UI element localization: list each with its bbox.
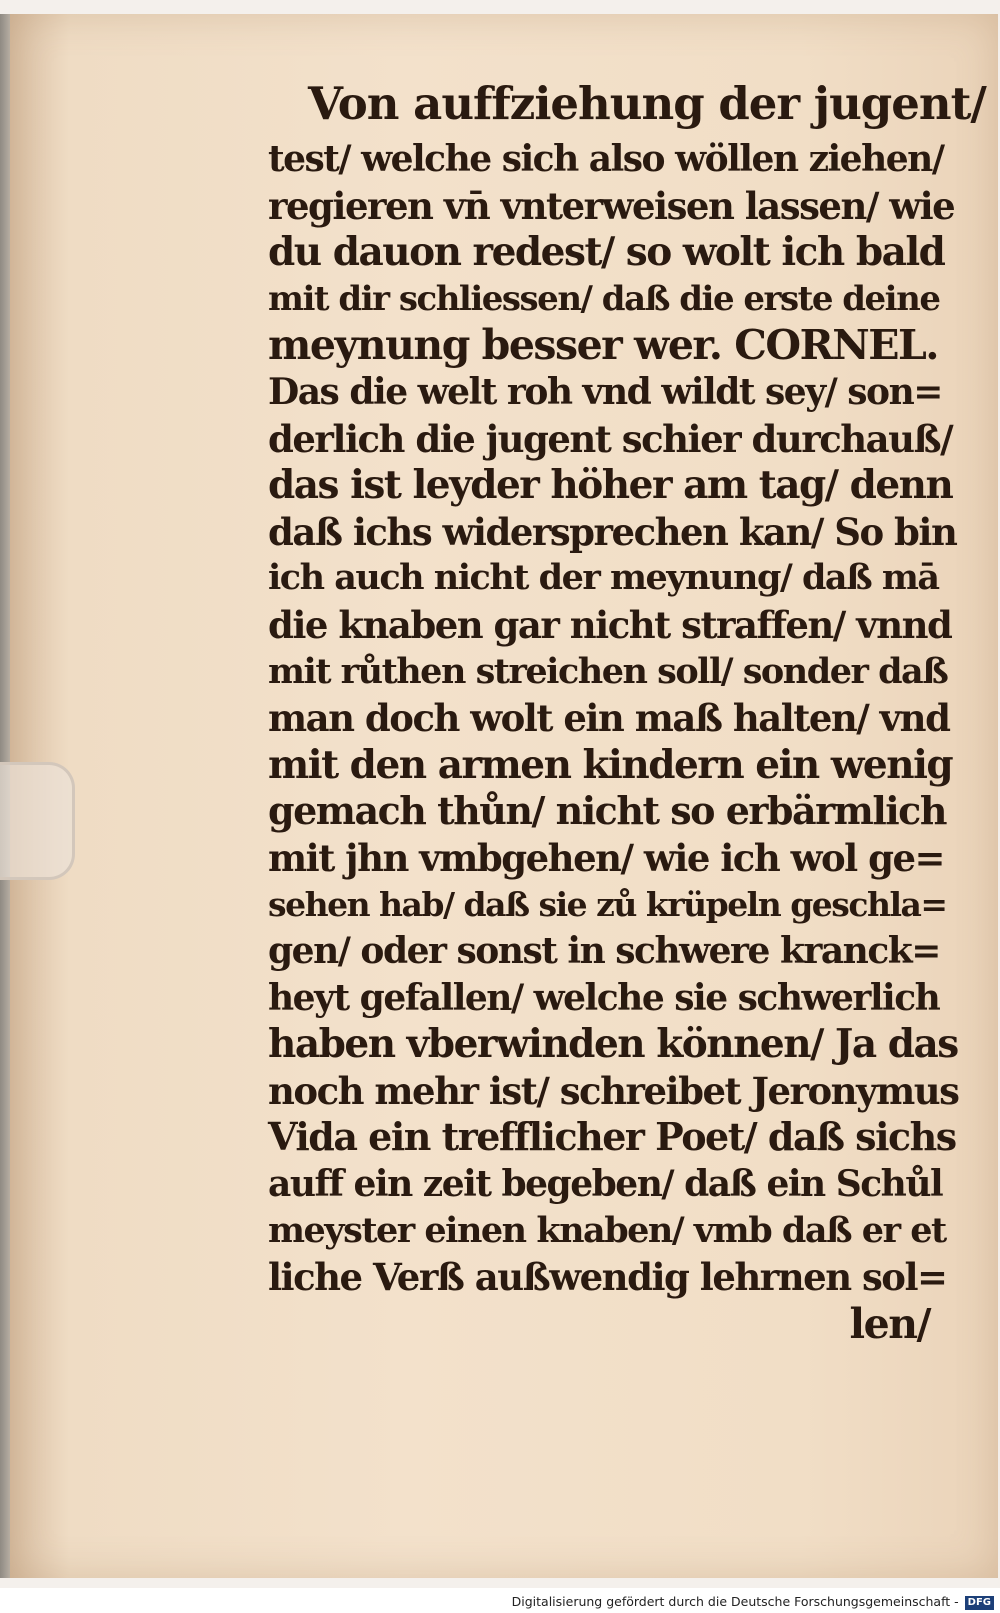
catchword: len/	[849, 1299, 930, 1348]
text-line: sehen hab/ daß sie zů krüpeln geschla=	[268, 884, 947, 924]
text-line: noch mehr ist/ schreibet Jeronymus	[268, 1068, 959, 1113]
text-line: mit dir schliessen/ daß die erste deine	[268, 278, 940, 319]
funding-note: Digitalisierung gefördert durch die Deutsche Forschungsgemeinschaft -	[511, 1594, 959, 1609]
text-line: meynung besser wer. CORNEL.	[268, 321, 939, 370]
text-line: gen/ oder sonst in schwere kranck=	[268, 930, 940, 973]
dfg-logo: DFG	[965, 1596, 994, 1610]
text-line: regieren vn̄ vnterweisen lassen/ wie	[268, 183, 955, 228]
text-line: liche Verß außwendig lehrnen sol=	[268, 1255, 947, 1300]
running-head: Von auffziehung der jugent/	[308, 77, 986, 130]
text-line: heyt gefallen/ welche sie schwerlich	[268, 976, 940, 1019]
page-clip	[0, 762, 75, 880]
text-line: test/ welche sich also wöllen ziehen/	[268, 138, 944, 180]
text-line: Vida ein trefflicher Poet/ daß sichs	[268, 1114, 956, 1160]
text-line: meyster einen knaben/ vmb daß er et	[268, 1209, 946, 1251]
page-text	[268, 72, 986, 1348]
text-line: derlich die jugent schier durchauß/	[268, 416, 953, 461]
text-line: mit jhn vmbgehen/ wie ich wol ge=	[268, 835, 944, 880]
text-line: daß ichs widersprechen kan/ So bin	[268, 509, 957, 554]
funding-footer	[0, 1590, 1000, 1613]
text-line: gemach thůn/ nicht so erbärmlich	[268, 788, 946, 834]
text-line: ich auch nicht der meynung/ daß mā	[268, 557, 939, 599]
text-line: das ist leyder höher am tag/ denn	[268, 462, 953, 509]
text-line: mit růthen streichen soll/ sonder daß	[268, 650, 948, 692]
text-line: haben vberwinden können/ Ja das	[268, 1021, 958, 1068]
text-line: die knaben gar nicht straffen/ vnnd	[268, 602, 952, 647]
text-line: Das die welt roh vnd wildt sey/ son=	[268, 370, 942, 413]
text-line: mit den armen kindern ein wenig	[268, 741, 953, 788]
text-line: man doch wolt ein maß halten/ vnd	[268, 696, 950, 741]
text-line: du dauon redest/ so wolt ich bald	[268, 229, 945, 276]
text-line: auff ein zeit begeben/ daß ein Schůl	[268, 1163, 943, 1206]
